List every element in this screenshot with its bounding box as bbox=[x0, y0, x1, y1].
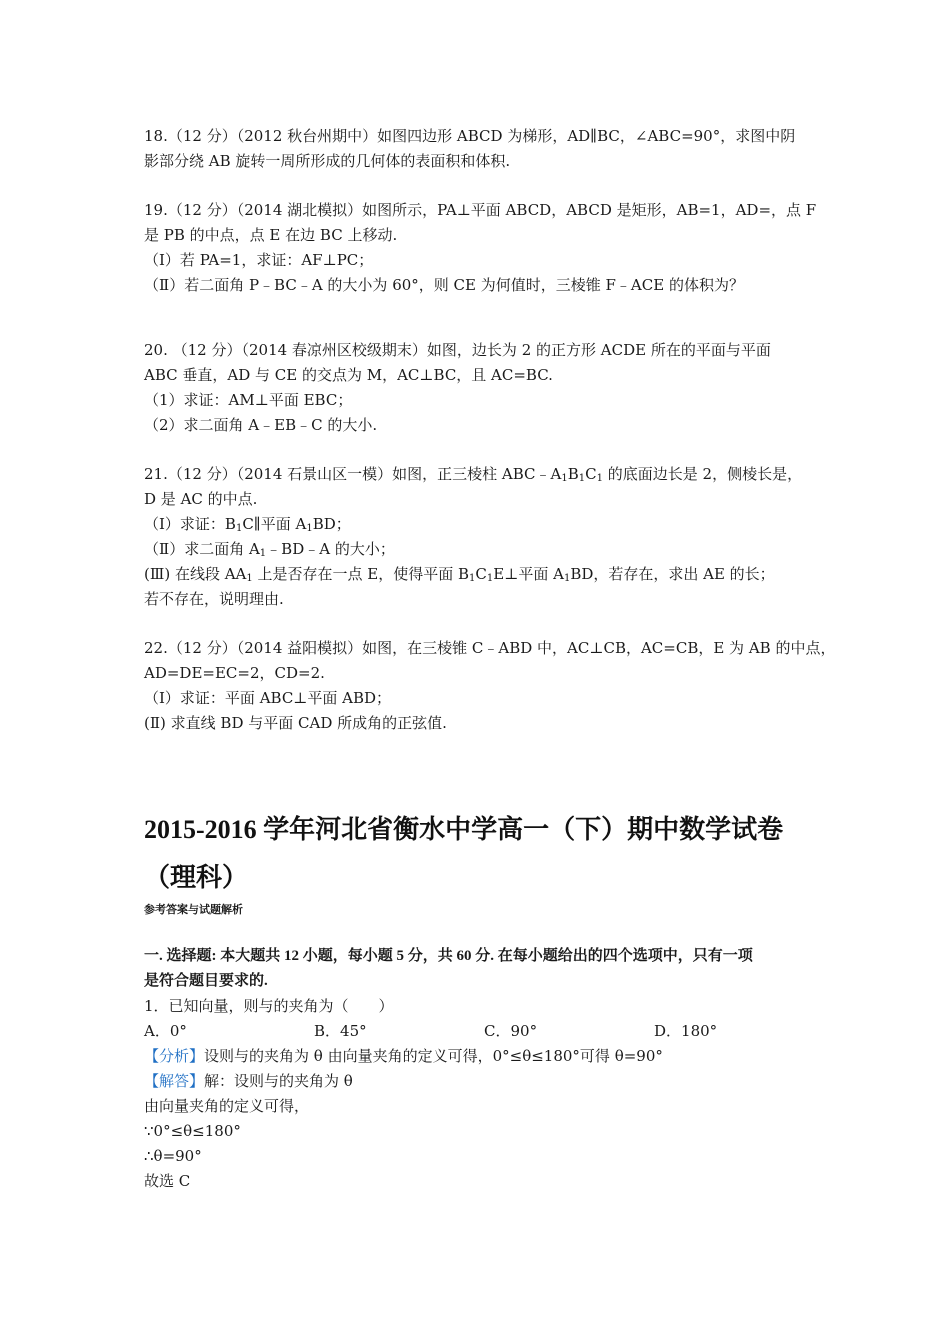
page-content bbox=[144, 124, 836, 1194]
subscript: 1 bbox=[246, 573, 253, 584]
subscript: 1 bbox=[259, 548, 267, 559]
text-run: BD，若存在，求出 AE 的长； bbox=[570, 565, 775, 583]
spacer bbox=[144, 174, 816, 198]
text-run: BD； bbox=[312, 515, 351, 533]
solution-tag: 【解答】 bbox=[144, 1072, 205, 1090]
question-20-part-2: （2）求二面角 A﹣EB﹣C 的大小. bbox=[144, 416, 378, 434]
answer-1-step-4: 故选 C bbox=[144, 1172, 191, 1190]
subscript: 1 bbox=[563, 573, 571, 584]
question-20 bbox=[144, 338, 816, 438]
question-19-part-2: （Ⅱ）若二面角 P﹣BC﹣A 的大小为 60°，则 CE 为何值时，三棱锥 F﹣ACE 的体积为？ bbox=[144, 276, 744, 294]
section-heading-line-2: 是符合题目要求的. bbox=[144, 973, 268, 989]
answer-1-step-1: 由向量夹角的定义可得， bbox=[144, 1097, 310, 1115]
text-run: 的底面边长是 2，侧棱长是， bbox=[603, 465, 803, 483]
choice-c: C．90° bbox=[484, 1022, 538, 1040]
choice-b: B．45° bbox=[314, 1022, 367, 1040]
subscript: 1 bbox=[306, 523, 313, 534]
spacer bbox=[144, 612, 816, 636]
question-20-line-2: ABC 垂直，AD 与 CE 的交点为 M，AC⊥BC，且 AC=BC. bbox=[144, 366, 553, 384]
subscript: 1 bbox=[486, 573, 494, 584]
question-21-part-3 bbox=[144, 562, 816, 587]
question-19-part-1: （Ⅰ）若 PA=1，求证：AF⊥PC； bbox=[144, 251, 374, 269]
answer-subtitle: 参考答案与试题解析 bbox=[144, 904, 243, 916]
question-22 bbox=[144, 636, 836, 736]
question-21-part-2 bbox=[144, 537, 816, 562]
answer-title-line-2: （理科） bbox=[144, 863, 249, 892]
question-20-line-1: 20. （12 分）（2014 春凉州区校级期末）如图，边长为 2 的正方形 ACDE 所在的平面与平面 bbox=[144, 341, 771, 359]
subscript: 1 bbox=[561, 473, 568, 484]
section-heading-line-1: 一. 选择题: 本大题共 12 小题，每小题 5 分，共 60 分. 在每小题给出的四个选项中，只有一项 bbox=[144, 948, 753, 964]
question-19-line-2: 是 PB 的中点，点 E 在边 BC 上移动. bbox=[144, 226, 398, 244]
text-run: C∥平面 A bbox=[242, 515, 307, 533]
question-20-part-1: （1）求证：AM⊥平面 EBC； bbox=[144, 391, 353, 409]
text-run: （Ⅱ）求二面角 A bbox=[144, 540, 260, 558]
text-run: (Ⅲ) 在线段 AA bbox=[144, 565, 247, 583]
answer-1 bbox=[144, 994, 816, 1194]
question-22-part-2: (Ⅱ) 求直线 BD 与平面 CAD 所成角的正弦值. bbox=[144, 714, 447, 732]
question-22-line-1: 22.（12 分）（2014 益阳模拟）如图，在三棱锥 C﹣ABD 中，AC⊥CB，AC=CB，E 为 AB 的中点， bbox=[144, 639, 836, 657]
text-run: 21.（12 分）（2014 石景山区一模）如图，正三棱柱 ABC﹣A bbox=[144, 465, 562, 483]
answer-key bbox=[144, 808, 816, 1194]
question-21-line-2: D 是 AC 的中点. bbox=[144, 490, 258, 508]
question-19 bbox=[144, 198, 816, 298]
subscript: 1 bbox=[596, 473, 604, 484]
solution-text: 解：设则与的夹角为 θ bbox=[204, 1072, 353, 1090]
answer-1-step-2: ∵0°≤θ≤180° bbox=[144, 1122, 241, 1140]
analysis-text: 设则与的夹角为 θ 由向量夹角的定义可得，0°≤θ≤180°可得 θ=90° bbox=[204, 1047, 663, 1065]
spacer bbox=[144, 920, 816, 944]
question-18-line-1: 18.（12 分）（2012 秋台州期中）如图四边形 ABCD 为梯形，AD∥BC，∠ABC=90°，求图中阴 bbox=[144, 127, 796, 145]
question-19-line-1: 19.（12 分）（2014 湖北模拟）如图所示，PA⊥平面 ABCD，ABCD 是矩形，AB=1，AD=，点 F bbox=[144, 201, 817, 219]
analysis-tag: 【分析】 bbox=[144, 1047, 205, 1065]
question-21-part-3-cont: 若不存在，说明理由. bbox=[144, 590, 284, 608]
question-21 bbox=[144, 462, 816, 612]
answer-1-solution bbox=[144, 1069, 816, 1094]
text-run: C bbox=[585, 465, 597, 483]
question-22-line-2: AD=DE=EC=2，CD=2. bbox=[144, 664, 325, 682]
text-run: （Ⅰ）求证：B bbox=[144, 515, 236, 533]
text-run: E⊥平面 A bbox=[493, 565, 564, 583]
subscript: 1 bbox=[235, 523, 243, 534]
question-22-part-1: （Ⅰ）求证：平面 ABC⊥平面 ABD； bbox=[144, 689, 392, 707]
text-run: 上是否存在一点 E，使得平面 B bbox=[252, 565, 470, 583]
answer-1-choices bbox=[144, 1019, 816, 1044]
question-18-line-2: 影部分绕 AB 旋转一周所形成的几何体的表面积和体积. bbox=[144, 152, 511, 170]
question-21-part-1 bbox=[144, 512, 816, 537]
spacer bbox=[144, 438, 816, 462]
question-18 bbox=[144, 124, 816, 174]
answer-1-stem: 1．已知向量，则与的夹角为（ ） bbox=[144, 997, 394, 1015]
answer-1-step-3: ∴θ=90° bbox=[144, 1147, 202, 1165]
text-run: B bbox=[567, 465, 579, 483]
choice-d: D．180° bbox=[654, 1022, 718, 1040]
subscript: 1 bbox=[578, 473, 586, 484]
subscript: 1 bbox=[469, 573, 476, 584]
answer-1-analysis bbox=[144, 1044, 816, 1069]
choice-a: A．0° bbox=[144, 1022, 187, 1040]
text-run: ﹣BD﹣A 的大小； bbox=[266, 540, 395, 558]
answer-title-line-1: 2015-2016 学年河北省衡水中学高一（下）期中数学试卷 bbox=[144, 815, 784, 844]
spacer bbox=[144, 736, 816, 808]
text-run: C bbox=[475, 565, 487, 583]
question-21-line-1 bbox=[144, 462, 816, 487]
spacer bbox=[144, 298, 816, 338]
